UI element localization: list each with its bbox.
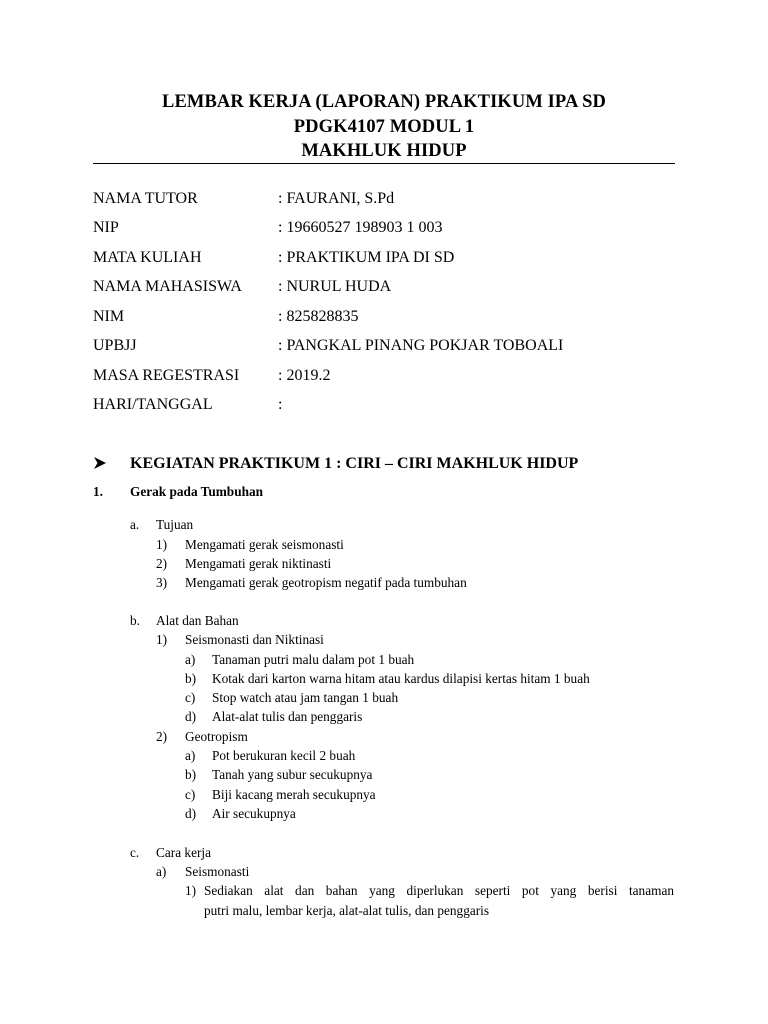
subsection-marker: b. [130,613,140,628]
list-item: Pot berukuran kecil 2 buah [212,748,356,763]
info-label: NAMA TUTOR [93,190,198,207]
list-item: Tanah yang subur secukupnya [212,767,373,782]
list-number: 1) [156,537,168,552]
list-letter: a) [185,652,196,667]
info-label: MASA REGESTRASI [93,367,240,384]
info-label: UPBJJ [93,337,137,354]
group-title: Seismonasti [185,864,250,879]
document-title-line-2: PDGK4107 MODUL 1 [293,117,475,137]
list-item: Stop watch atau jam tangan 1 buah [212,690,399,705]
section-heading: KEGIATAN PRAKTIKUM 1 : CIRI – CIRI MAKHLUK HIDUP [130,455,579,472]
list-number: 1) [185,883,197,898]
info-label: HARI/TANGGAL [93,396,213,413]
step-text-line-2: putri malu, lembar kerja, alat-alat tulis, dan penggaris [204,903,490,918]
info-value: : NURUL HUDA [278,278,392,295]
list-item: Tanaman putri malu dalam pot 1 buah [212,652,415,667]
list-letter: d) [185,806,197,821]
info-value: : 825828835 [278,308,359,325]
info-value: : FAURANI, S.Pd [278,190,395,207]
step-text-line-1: Sediakan alat dan bahan yang diperlukan seperti pot yang berisi tanaman [204,883,674,898]
list-letter: c) [185,787,196,802]
list-item: Kotak dari karton warna hitam atau kardus dilapisi kertas hitam 1 buah [212,671,590,686]
list-number: 2) [156,556,168,571]
subsection-title-cara-kerja: Cara kerja [156,845,211,860]
list-number: 1) [156,632,168,647]
subsection-title-tujuan: Tujuan [156,517,194,532]
group-title: Seismonasti dan Niktinasi [185,632,324,647]
list-number: 2) [156,729,168,744]
info-value: : [278,396,283,413]
group-title: Geotropism [185,729,248,744]
info-value: : 19660527 198903 1 003 [278,219,443,236]
list-item: Mengamati gerak seismonasti [185,537,344,552]
list-letter: c) [185,690,196,705]
list-item: Mengamati gerak geotropism negatif pada tumbuhan [185,575,467,590]
list-letter: b) [185,671,197,686]
subsection-title-alat-bahan: Alat dan Bahan [156,613,239,628]
document-title-line-3: MAKHLUK HIDUP [301,141,467,161]
arrowhead-bullet-icon [93,456,107,470]
document-title-line-1: LEMBAR KERJA (LAPORAN) PRAKTIKUM IPA SD [162,92,606,112]
info-value: : PRAKTIKUM IPA DI SD [278,249,455,266]
info-value: : 2019.2 [278,367,331,384]
list-item: Mengamati gerak niktinasti [185,556,332,571]
header-divider [93,163,675,164]
subsection-marker: c. [130,845,140,860]
subsection-marker: a. [130,517,140,532]
item-number: 1. [93,484,103,499]
list-item: Air secukupnya [212,806,296,821]
list-letter: d) [185,709,197,724]
list-number: 3) [156,575,168,590]
item-title: Gerak pada Tumbuhan [130,484,264,499]
info-label: NAMA MAHASISWA [93,278,242,295]
info-label: NIM [93,308,125,325]
list-letter: b) [185,767,197,782]
list-item: Alat-alat tulis dan penggaris [212,709,363,724]
list-letter: a) [185,748,196,763]
list-item: Biji kacang merah secukupnya [212,787,376,802]
info-label: NIP [93,219,119,236]
info-label: MATA KULIAH [93,249,202,266]
list-letter: a) [156,864,167,879]
info-value: : PANGKAL PINANG POKJAR TOBOALI [278,337,564,354]
